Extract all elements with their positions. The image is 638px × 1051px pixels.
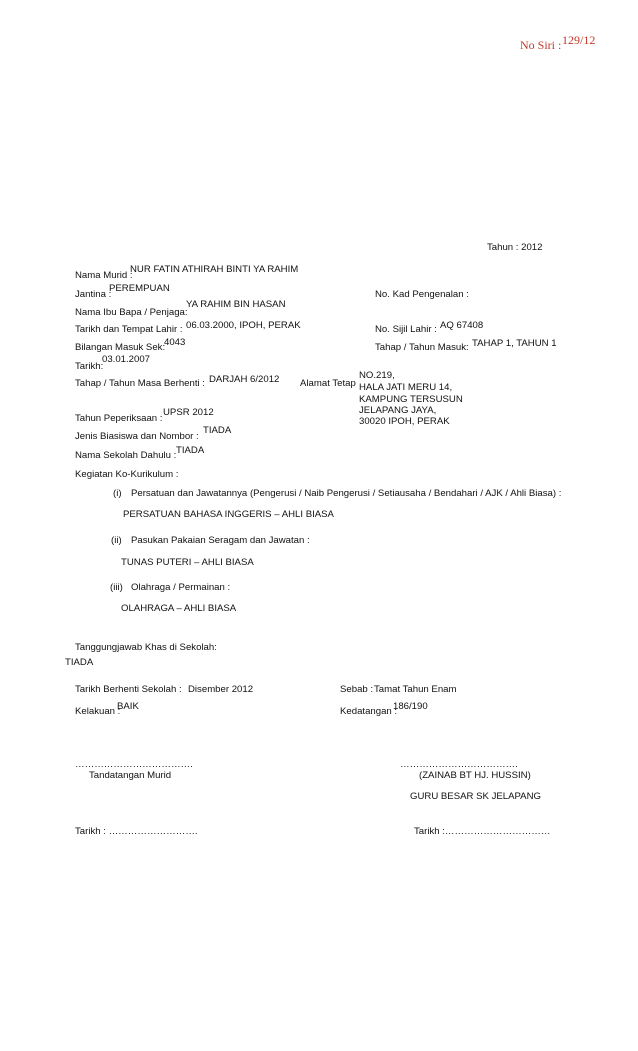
signature-dots-right: ………………………………. bbox=[400, 759, 518, 770]
tarikh-value: 03.01.2007 bbox=[102, 354, 151, 365]
ibu-bapa-value: YA RAHIM BIN HASAN bbox=[186, 299, 286, 310]
tarikh-lahir-value: 06.03.2000, IPOH, PERAK bbox=[186, 320, 301, 331]
biasiswa-value: TIADA bbox=[203, 425, 232, 436]
signature-dots-left: ………………………………. bbox=[75, 759, 193, 770]
kokurikulum-value: PERSATUAN BAHASA INGGERIS – AHLI BIASA bbox=[123, 509, 334, 520]
kedatangan-label: Kedatangan : bbox=[340, 706, 398, 717]
kelakuan-value: BAIK bbox=[117, 701, 139, 712]
kokurikulum-value: TUNAS PUTERI – AHLI BIASA bbox=[121, 557, 254, 568]
alamat-line: NO.219, bbox=[359, 370, 395, 381]
tarikh-left: Tarikh : ………………………. bbox=[75, 826, 198, 837]
kokurikulum-num: (ii) bbox=[111, 535, 122, 546]
alamat-label: Alamat Tetap bbox=[300, 378, 356, 389]
alamat-line: HALA JATI MERU 14, bbox=[359, 382, 453, 393]
berhenti-value: Disember 2012 bbox=[188, 684, 254, 695]
guru-title: GURU BESAR SK JELAPANG bbox=[410, 791, 541, 802]
signature-murid-label: Tandatangan Murid bbox=[89, 770, 172, 781]
tahap-berhenti-value: DARJAH 6/2012 bbox=[209, 374, 280, 385]
kokurikulum-heading: Pasukan Pakaian Seragam dan Jawatan : bbox=[131, 535, 310, 546]
sebab-value: Tamat Tahun Enam bbox=[374, 684, 457, 695]
sebab-label: Sebab : bbox=[340, 684, 374, 695]
alamat-line: KAMPUNG TERSUSUN bbox=[359, 394, 463, 405]
tarikh-label: Tarikh: bbox=[75, 361, 104, 372]
kokurikulum-label: Kegiatan Ko-Kurikulum : bbox=[75, 469, 179, 480]
kokurikulum-heading: Olahraga / Permainan : bbox=[131, 582, 231, 593]
tarikh-lahir-label: Tarikh dan Tempat Lahir : bbox=[75, 324, 183, 335]
kedatangan-value: 186/190 bbox=[393, 701, 428, 712]
sijil-lahir-label: No. Sijil Lahir : bbox=[375, 324, 437, 335]
kokurikulum-num: (iii) bbox=[110, 582, 123, 593]
kelakuan-label: Kelakuan : bbox=[75, 706, 121, 717]
bilangan-masuk-value: 4043 bbox=[164, 337, 186, 348]
tanggungjawab-value: TIADA bbox=[65, 657, 94, 668]
year: Tahun : 2012 bbox=[487, 242, 543, 253]
nama-murid-label: Nama Murid : bbox=[75, 270, 133, 281]
serial-label: No Siri : bbox=[520, 38, 562, 52]
jantina-value: PEREMPUAN bbox=[109, 283, 170, 294]
nama-murid-value: NUR FATIN ATHIRAH BINTI YA RAHIM bbox=[130, 264, 299, 275]
alamat-line: JELAPANG JAYA, bbox=[359, 405, 437, 416]
sijil-lahir-value: AQ 67408 bbox=[440, 320, 484, 331]
tanggungjawab-label: Tanggungjawab Khas di Sekolah: bbox=[75, 642, 217, 653]
sekolah-dahulu-value: TIADA bbox=[176, 445, 205, 456]
biasiswa-label: Jenis Biasiswa dan Nombor : bbox=[75, 431, 199, 442]
tarikh-right: Tarikh :…………………………… bbox=[414, 826, 551, 837]
kokurikulum-heading: Persatuan dan Jawatannya (Pengerusi / Naib Pengerusi / Setiausaha / Bendahari / AJK / Ahli Biasa) : bbox=[131, 488, 562, 499]
kokurikulum-num: (i) bbox=[113, 488, 122, 499]
tahap-masuk-value: TAHAP 1, TAHUN 1 bbox=[472, 338, 557, 349]
berhenti-label: Tarikh Berhenti Sekolah : bbox=[75, 684, 182, 695]
serial-number: 129/12 bbox=[562, 33, 596, 47]
tahap-berhenti-label: Tahap / Tahun Masa Berhenti : bbox=[75, 378, 205, 389]
tahap-masuk-label: Tahap / Tahun Masuk: bbox=[375, 342, 469, 353]
alamat-line: 30020 IPOH, PERAK bbox=[359, 416, 450, 427]
kad-pengenalan-label: No. Kad Pengenalan : bbox=[375, 289, 469, 300]
guru-name: (ZAINAB BT HJ. HUSSIN) bbox=[419, 770, 531, 781]
peperiksaan-value: UPSR 2012 bbox=[163, 407, 214, 418]
ibu-bapa-label: Nama Ibu Bapa / Penjaga: bbox=[75, 307, 188, 318]
jantina-label: Jantina : bbox=[75, 289, 112, 300]
kokurikulum-value: OLAHRAGA – AHLI BIASA bbox=[121, 603, 237, 614]
sekolah-dahulu-label: Nama Sekolah Dahulu : bbox=[75, 450, 177, 461]
peperiksaan-label: Tahun Peperiksaan : bbox=[75, 413, 163, 424]
bilangan-masuk-label: Bilangan Masuk Sek: bbox=[75, 342, 166, 353]
